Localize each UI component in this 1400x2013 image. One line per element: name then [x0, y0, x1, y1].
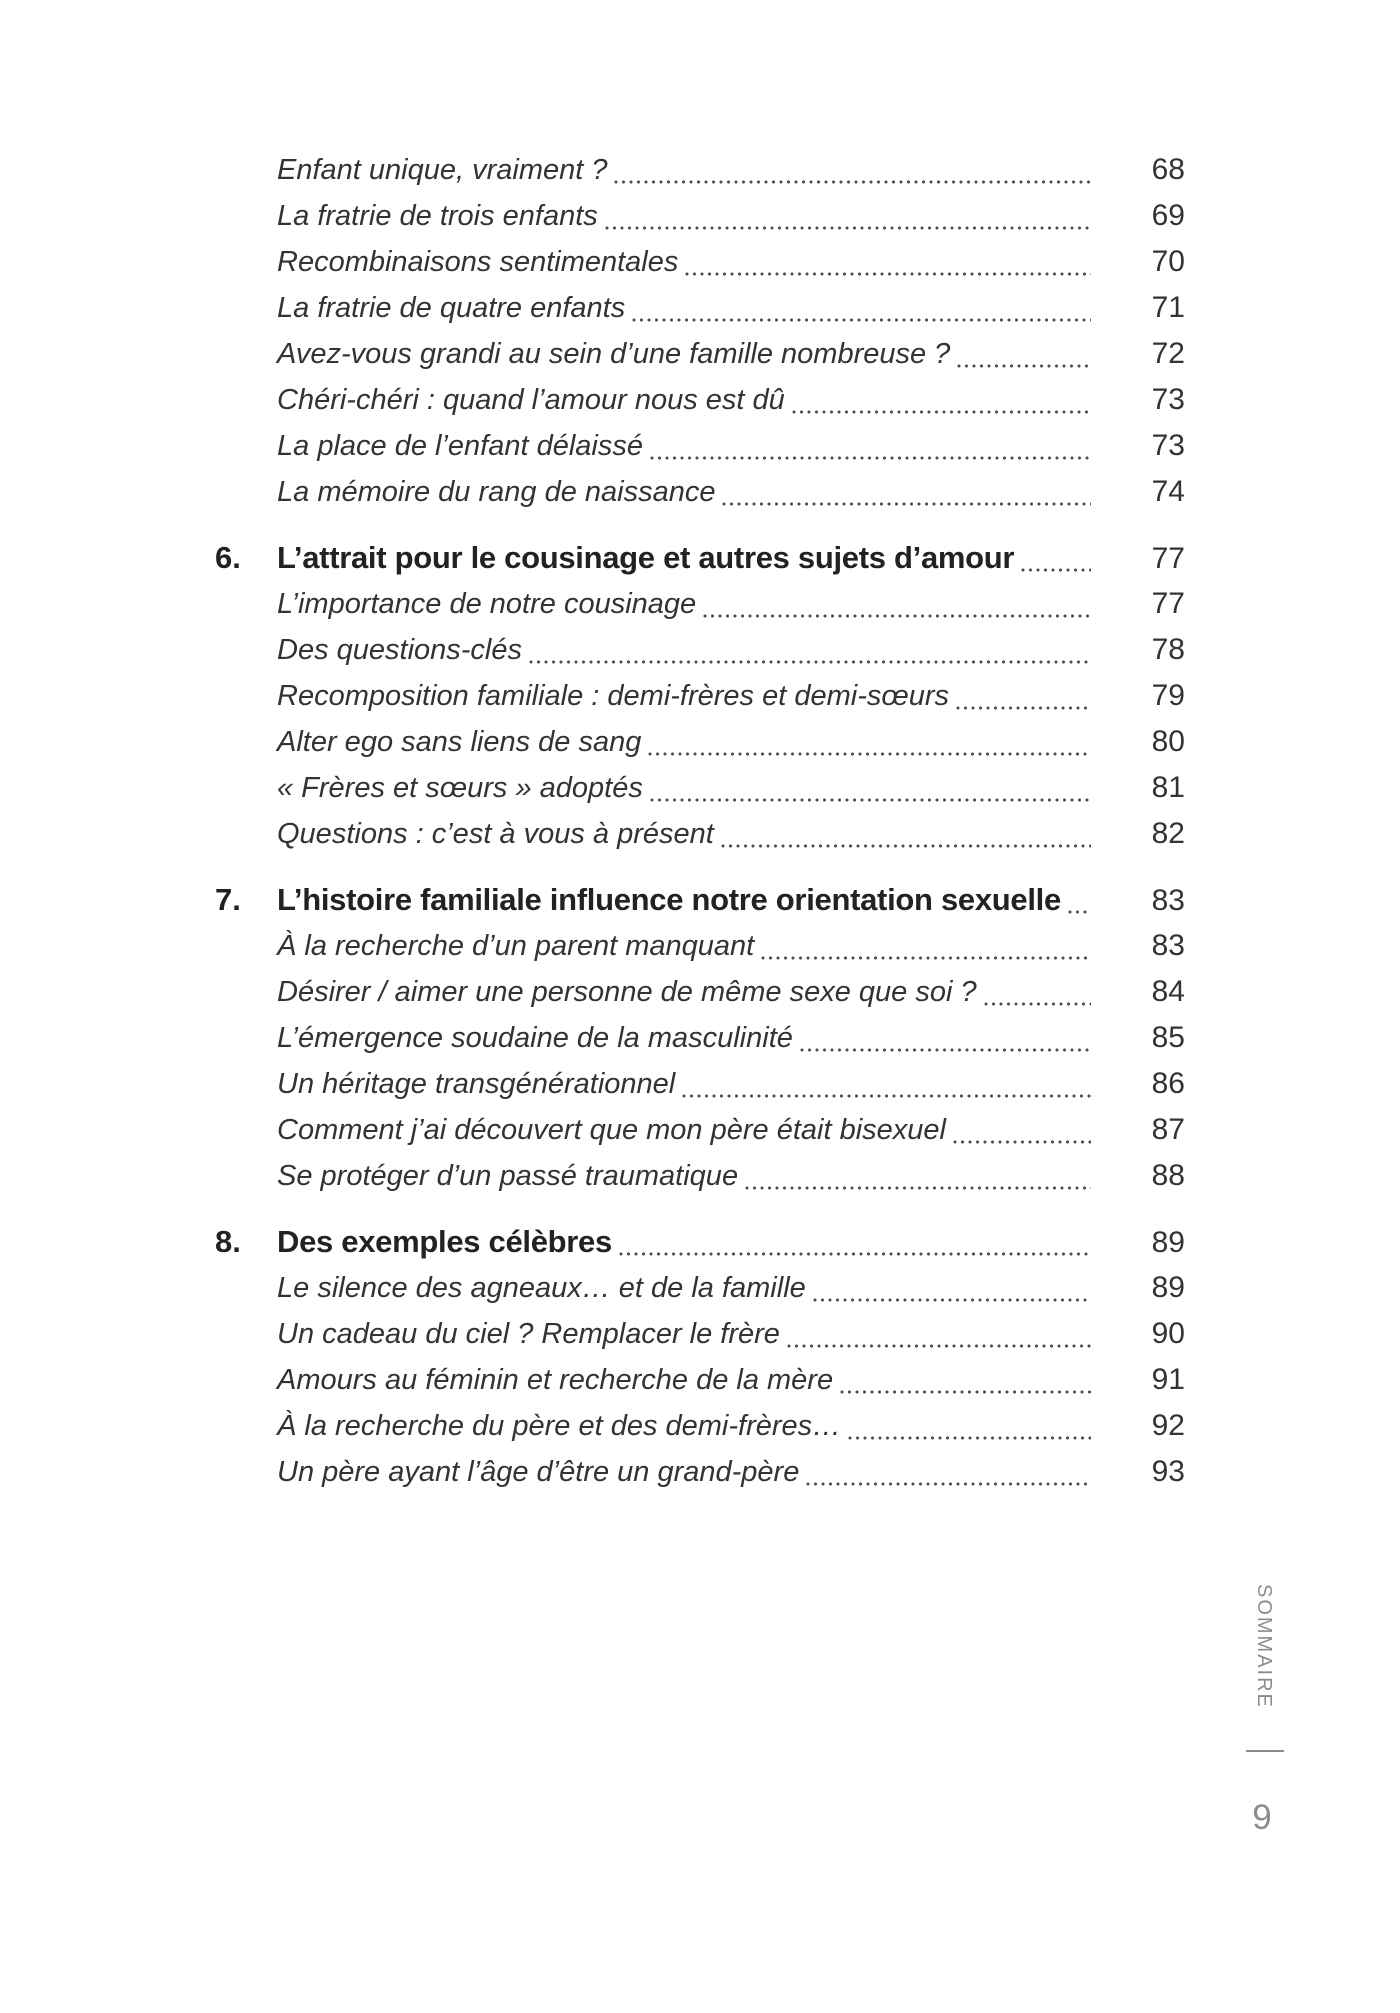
- dot-leader: [800, 1048, 1091, 1052]
- toc-entry: [215, 673, 1185, 719]
- toc-entry-page: 78: [1151, 633, 1185, 666]
- toc-entry: [215, 285, 1185, 331]
- dot-leader: [632, 318, 1091, 322]
- toc-entry-label: La place de l’enfant délaissé: [277, 430, 643, 462]
- toc-entry: [215, 1061, 1185, 1107]
- toc-chapter: [215, 877, 1185, 923]
- toc-chapter-page: 89: [1151, 1226, 1185, 1259]
- dot-leader: [721, 844, 1091, 848]
- dot-leader: [529, 660, 1091, 664]
- toc-entry: [215, 1107, 1185, 1153]
- toc-entry-label: Questions : c’est à vous à présent: [277, 818, 714, 850]
- toc-entry-page: 87: [1151, 1113, 1185, 1146]
- toc-entry-page: 93: [1151, 1455, 1185, 1488]
- toc-entry: [215, 719, 1185, 765]
- dot-leader: [703, 614, 1091, 618]
- toc-entry-label: Se protéger d’un passé traumatique: [277, 1160, 739, 1192]
- toc-entry-label: Recomposition familiale : demi-frères et demi-sœurs: [277, 680, 950, 712]
- toc-entry-page: 88: [1151, 1159, 1185, 1192]
- toc-entry: [215, 765, 1185, 811]
- toc-entry-page: 73: [1151, 383, 1185, 416]
- dot-leader: [650, 798, 1091, 802]
- toc-chapter-page: 77: [1151, 542, 1185, 575]
- dot-leader: [840, 1390, 1091, 1394]
- toc-entry-page: 77: [1151, 587, 1185, 620]
- toc-entry-label: Comment j’ai découvert que mon père était bisexuel: [277, 1114, 946, 1146]
- toc-entry: [215, 239, 1185, 285]
- toc-entry-page: 92: [1151, 1409, 1185, 1442]
- dot-leader: [984, 1002, 1091, 1006]
- dot-leader: [648, 752, 1091, 756]
- dot-leader: [813, 1298, 1091, 1302]
- toc-entry: [215, 1357, 1185, 1403]
- toc-entry-page: 90: [1151, 1317, 1185, 1350]
- toc-entry: [215, 147, 1185, 193]
- toc-entry-page: 69: [1151, 199, 1185, 232]
- margin-separator-line: [1246, 1750, 1284, 1752]
- dot-leader: [1021, 568, 1091, 572]
- toc-entry-page: 89: [1151, 1271, 1185, 1304]
- toc-chapter-number: 7.: [215, 882, 241, 917]
- toc-entry: [215, 377, 1185, 423]
- toc-entry: [215, 627, 1185, 673]
- toc-entry: [215, 423, 1185, 469]
- dot-leader: [619, 1252, 1091, 1256]
- toc-entry-label: Recombinaisons sentimentales: [277, 246, 679, 278]
- dot-leader: [682, 1094, 1091, 1098]
- toc-entry-page: 72: [1151, 337, 1185, 370]
- toc-chapter-number: 6.: [215, 540, 241, 575]
- toc-entry-label: La fratrie de quatre enfants: [277, 292, 626, 324]
- toc-entry-page: 85: [1151, 1021, 1185, 1054]
- toc-entry: [215, 923, 1185, 969]
- toc-entry-page: 82: [1151, 817, 1185, 850]
- toc-entry-label: L’importance de notre cousinage: [277, 588, 697, 620]
- dot-leader: [806, 1482, 1091, 1486]
- toc-entry: [215, 331, 1185, 377]
- dot-leader: [761, 956, 1091, 960]
- toc-chapter: [215, 1219, 1185, 1265]
- toc-entry-label: La fratrie de trois enfants: [277, 200, 598, 232]
- toc-entry-label: L’émergence soudaine de la masculinité: [277, 1022, 793, 1054]
- toc-entry: [215, 1311, 1185, 1357]
- dot-leader: [745, 1186, 1091, 1190]
- dot-leader: [614, 180, 1091, 184]
- toc-entry-label: Alter ego sans liens de sang: [277, 726, 642, 758]
- toc-entry: [215, 1449, 1185, 1495]
- toc-entry-page: 83: [1151, 929, 1185, 962]
- dot-leader: [722, 502, 1091, 506]
- toc-entry-label: La mémoire du rang de naissance: [277, 476, 716, 508]
- dot-leader: [792, 410, 1091, 414]
- toc-entry: [215, 1403, 1185, 1449]
- dot-leader: [787, 1344, 1091, 1348]
- toc-entry-page: 73: [1151, 429, 1185, 462]
- dot-leader: [848, 1436, 1091, 1440]
- toc-entry: [215, 469, 1185, 515]
- toc-entry-label: Un héritage transgénérationnel: [277, 1068, 676, 1100]
- toc-chapter-title: L’attrait pour le cousinage et autres sujets d’amour: [277, 540, 1015, 575]
- toc-entry: [215, 969, 1185, 1015]
- toc-entry-label: Amours au féminin et recherche de la mère: [277, 1364, 834, 1396]
- toc-entry: [215, 811, 1185, 857]
- table-of-contents: [215, 147, 1185, 1495]
- toc-entry-label: À la recherche d’un parent manquant: [277, 930, 755, 962]
- toc-entry: [215, 193, 1185, 239]
- dot-leader: [650, 456, 1091, 460]
- toc-chapter-page: 83: [1151, 884, 1185, 917]
- margin-section-label: SOMMAIRE: [1253, 1584, 1275, 1709]
- toc-chapter: [215, 535, 1185, 581]
- toc-entry-label: Chéri-chéri : quand l’amour nous est dû: [277, 384, 785, 416]
- dot-leader: [957, 364, 1091, 368]
- toc-entry-page: 70: [1151, 245, 1185, 278]
- toc-entry: [215, 1153, 1185, 1199]
- toc-entry-page: 74: [1151, 475, 1185, 508]
- toc-entry: [215, 581, 1185, 627]
- toc-entry-page: 91: [1151, 1363, 1185, 1396]
- toc-entry-label: Avez-vous grandi au sein d’une famille nombreuse ?: [277, 338, 951, 370]
- toc-entry-label: « Frères et sœurs » adoptés: [277, 772, 643, 804]
- toc-entry-label: Le silence des agneaux… et de la famille: [277, 1272, 806, 1304]
- toc-entry-label: À la recherche du père et des demi-frères…: [277, 1410, 842, 1442]
- toc-entry-page: 84: [1151, 975, 1185, 1008]
- toc-chapter-title: Des exemples célèbres: [277, 1224, 612, 1259]
- toc-entry-label: Des questions-clés: [277, 634, 522, 666]
- toc-entry-page: 79: [1151, 679, 1185, 712]
- dot-leader: [605, 226, 1091, 230]
- toc-entry-page: 71: [1151, 291, 1185, 324]
- page-folio-number: 9: [1252, 1798, 1272, 1837]
- toc-entry-label: Un cadeau du ciel ? Remplacer le frère: [277, 1318, 780, 1350]
- toc-entry-label: Un père ayant l’âge d’être un grand-père: [277, 1456, 800, 1488]
- toc-entry: [215, 1015, 1185, 1061]
- dot-leader: [953, 1140, 1091, 1144]
- dot-leader: [956, 706, 1091, 710]
- toc-chapter-number: 8.: [215, 1224, 241, 1259]
- toc-entry-page: 68: [1151, 153, 1185, 186]
- toc-entry: [215, 1265, 1185, 1311]
- toc-entry-label: Désirer / aimer une personne de même sexe que soi ?: [277, 976, 977, 1008]
- dot-leader: [1068, 910, 1091, 914]
- toc-entry-page: 81: [1151, 771, 1185, 804]
- toc-entry-page: 86: [1151, 1067, 1185, 1100]
- toc-chapter-title: L’histoire familiale influence notre orientation sexuelle: [277, 882, 1061, 917]
- toc-entry-page: 80: [1151, 725, 1185, 758]
- toc-entry-label: Enfant unique, vraiment ?: [277, 154, 608, 186]
- dot-leader: [685, 272, 1091, 276]
